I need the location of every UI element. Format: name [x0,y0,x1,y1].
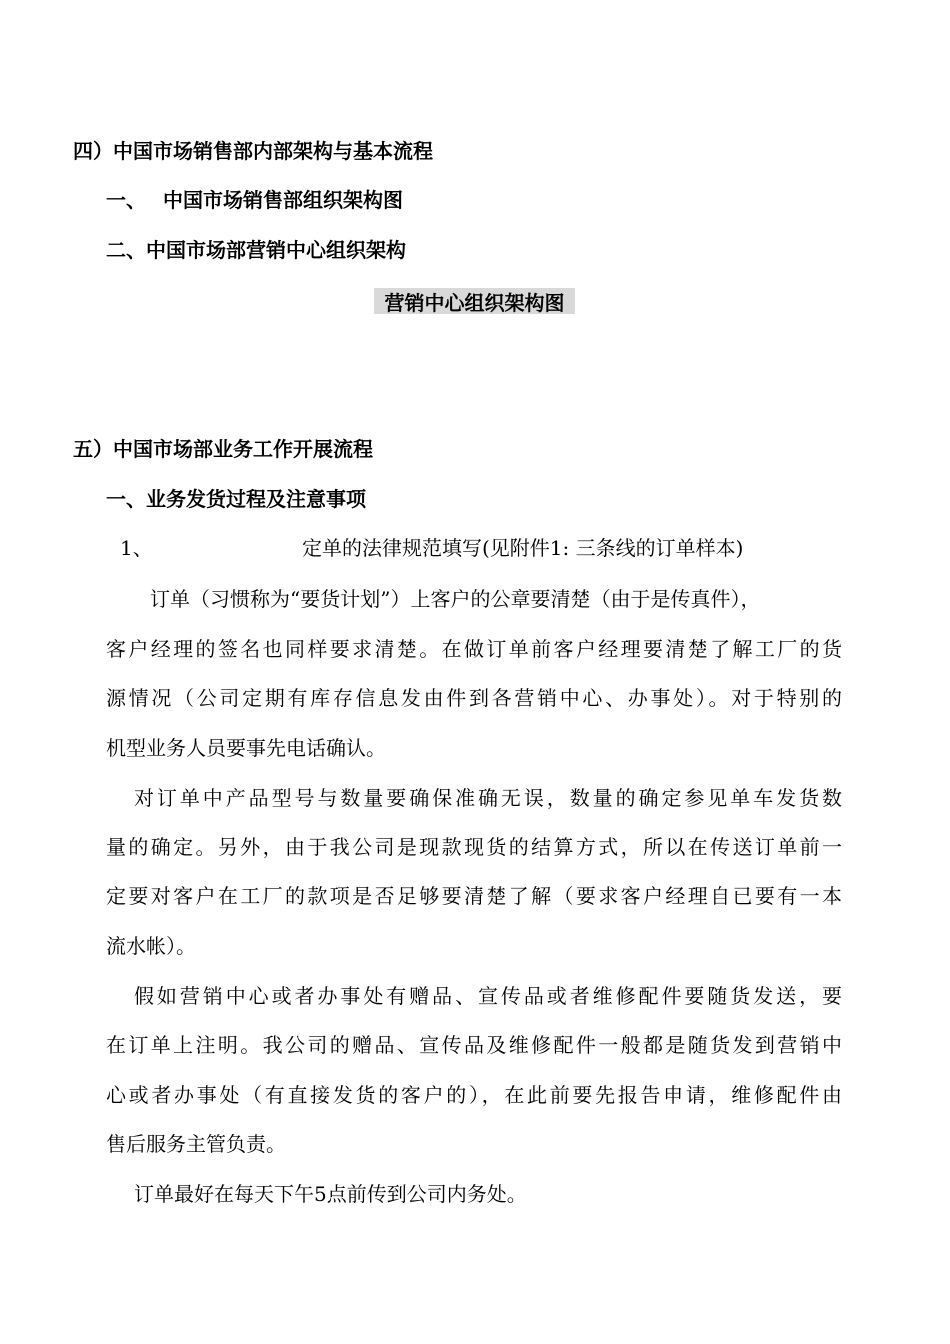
paragraph-2-line-4: 流水帐）。 [106,934,196,958]
section-4-item-2 [106,240,406,260]
section-5-heading: 五）中国市场部业务工作开展流程 [73,437,373,461]
section-5-item-1-text: 定单的法律规范填写(见附件1: 三条线的订单样本) [302,536,744,560]
paragraph-3-line-4: 售后服务主管负责。 [106,1132,286,1156]
section-5-item-1-number: 1、 [120,536,153,560]
section-5-subheading-1: 一、业务发货过程及注意事项 [106,487,366,511]
paragraph-2-line-2: 量的确定。另外，由于我公司是现款现货的结算方式，所以在传送订单前一 [106,835,842,859]
paragraph-2-line-3: 定要对客户在工厂的款项是否足够要清楚了解（要求客户经理自已要有一本 [106,884,842,908]
paragraph-3-line-2: 在订单上注明。我公司的赠品、宣传品及维修配件一般都是随货发到营销中 [106,1033,842,1057]
paragraph-1-line-3: 源情况（公司定期有库存信息发由件到各营销中心、办事处）。对于特别的 [106,686,842,710]
section-4-heading: 四）中国市场销售部内部架构与基本流程 [73,139,433,163]
paragraph-4: 订单最好在每天下午5点前传到公司内务处。 [134,1182,527,1206]
paragraph-1-line-2: 客户经理的签名也同样要求清楚。在做订单前客户经理要清楚了解工厂的货 [106,637,842,661]
paragraph-1-line-4: 机型业务人员要事先电话确认。 [106,736,386,760]
paragraph-3-line-1: 假如营销中心或者办事处有赠品、宣传品或者维修配件要随货发送，要 [134,984,842,1008]
paragraph-3-line-3: 心或者办事处（有直接发货的客户的），在此前要先报告申请，维修配件由 [106,1083,842,1107]
section-4-item-2-text: 二、中国市场部营销中心组织架构 [106,238,406,262]
paragraph-2-line-1: 对订单中产品型号与数量要确保准确无误，数量的确定参见单车发货数 [134,786,842,810]
chart-title: 营销中心组织架构图 [374,288,575,314]
section-4-item-1-number: 一、 [106,188,146,212]
paragraph-1-line-1: 订单（习惯称为“要货计划”）上客户的公章要清楚（由于是传真件）， [150,587,761,611]
section-4-item-1-text: 中国市场销售部组织架构图 [163,188,403,212]
